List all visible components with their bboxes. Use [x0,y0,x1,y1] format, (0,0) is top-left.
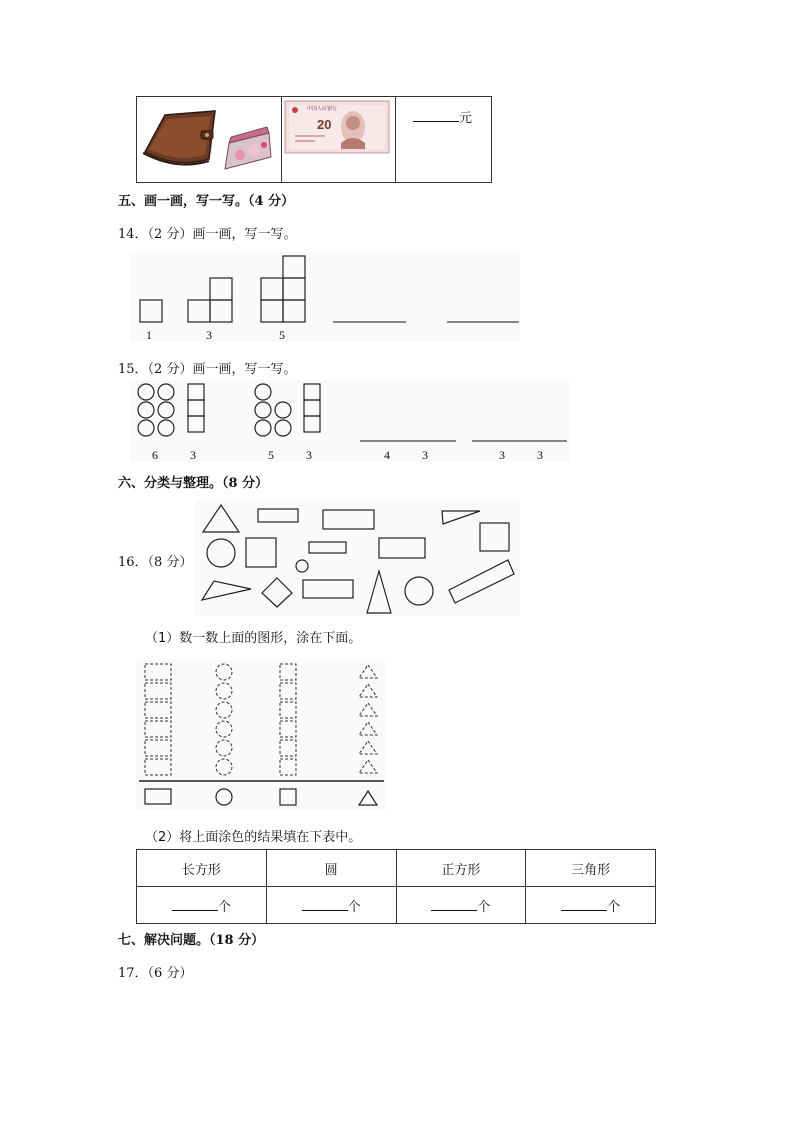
q14-number: 3 [206,328,212,342]
price-answer [413,107,472,126]
q14-square-pattern [130,252,520,342]
items-cell [137,97,282,182]
wallet-icon [143,111,215,165]
header-rectangle: 长方形 [137,850,267,887]
q15-number: 4 [384,448,390,462]
answer-blank[interactable] [431,910,477,911]
pencil-case-icon [225,127,271,169]
wallet-and-pencil-case-image [137,97,281,184]
section-5-heading: 五、画一画，写一写。（4 分） [118,194,295,209]
banknote-cell [281,97,396,182]
header-square: 正方形 [396,850,526,887]
question-16-label: 16．（8 分） [118,555,193,570]
unit-label: 个 [607,899,621,915]
price-question-table [136,96,492,183]
answer-cell-rectangle [137,887,267,924]
header-circle: 圆 [266,850,396,887]
unit-label: 个 [217,899,231,915]
answer-cell-triangle [526,887,656,924]
q16-coloring-grid [136,660,386,810]
table-header-row [137,850,656,887]
answer-blank[interactable] [302,910,348,911]
q16-subquestion-2: （2）将上面涂色的结果填在下表中。 [145,830,362,845]
yuan-unit: 元 [459,111,473,126]
q14-number: 1 [146,328,152,342]
answer-blank[interactable] [413,121,459,122]
q15-number: 3 [190,448,196,462]
q15-number: 3 [499,448,505,462]
banknote-20-yuan-image [281,97,395,184]
q15-number: 3 [537,448,543,462]
q15-number: 5 [268,448,274,462]
q15-number: 6 [152,448,158,462]
answer-cell [395,97,493,182]
section-6-heading: 六、分类与整理。（8 分） [118,476,269,491]
q16-subquestion-1: （1）数一数上面的图形，涂在下面。 [145,631,362,646]
q15-number: 3 [422,448,428,462]
answer-cell-square [396,887,526,924]
section-7-heading: 七、解决问题。（18 分） [118,933,265,948]
question-14-label: 14．（2 分）画一画，写一写。 [118,227,297,242]
unit-label: 个 [477,899,491,915]
banknote-issuer-text: 中国人民银行 [307,106,338,112]
header-triangle: 三角形 [526,850,656,887]
table-answer-row [137,887,656,924]
banknote-denomination: 20 [317,117,332,132]
answer-blank[interactable] [561,910,607,911]
answer-blank[interactable] [172,910,218,911]
answer-cell-circle [266,887,396,924]
q16-mixed-shapes [195,500,520,616]
question-17-label: 17．（6 分） [118,966,193,981]
q14-number: 5 [279,328,285,342]
shape-count-table [136,849,656,924]
question-15-label: 15．（2 分）画一画，写一写。 [118,362,297,377]
q15-number: 3 [306,448,312,462]
unit-label: 个 [347,899,361,915]
